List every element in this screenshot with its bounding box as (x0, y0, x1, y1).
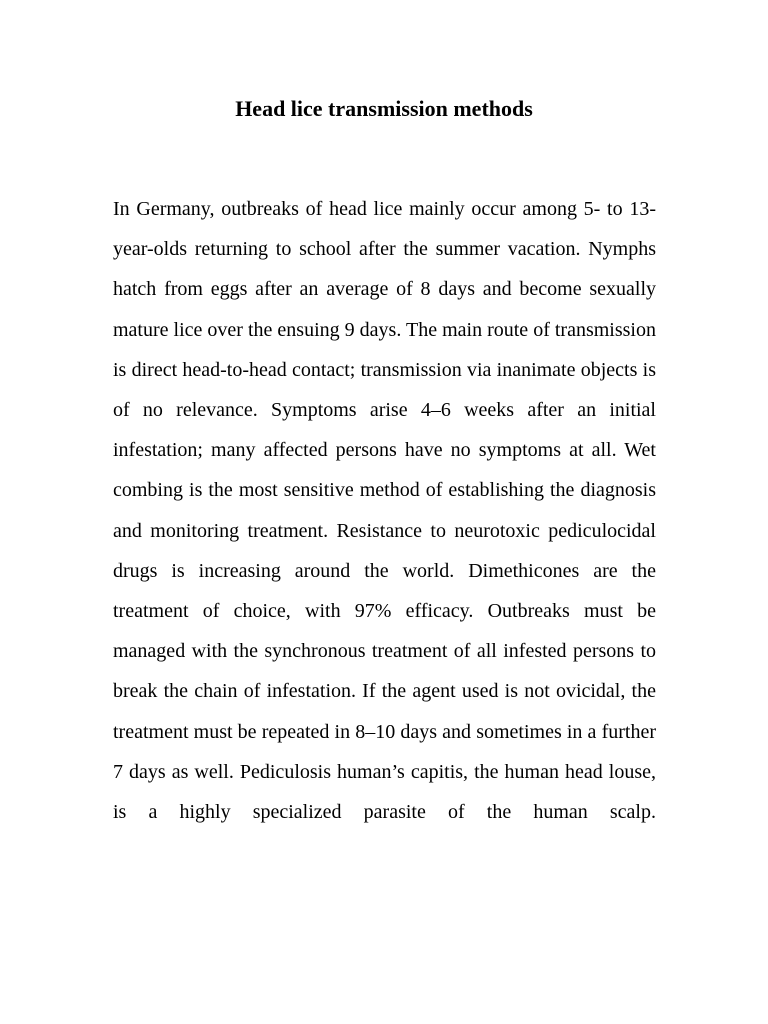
document-title: Head lice transmission methods (235, 96, 533, 121)
body-paragraph: In Germany, outbreaks of head lice mainly occur among 5- to 13-year-olds returning to school after the summer vacation. Nymphs hatch from eggs after an average of 8 days and become sexually mature lice over the ensuing 9 days. The main route of transmission is direct head-to-head contact; transmission via inanimate objects is of no relevance. Symptoms arise 4–6 weeks after an initial infestation; many affected persons have no symptoms at all. Wet combing is the most sensitive method of establishing the diagnosis and monitoring treatment. Resistance to neurotoxic pediculocidal drugs is increasing around the world. Dimethicones are the treatment of choice, with 97% efficacy. Outbreaks must be managed with the synchronous treatment of all infested persons to break the chain of infestation. If the agent used is not ovicidal, the treatment must be repeated in 8–10 days and sometimes in a further 7 days as well. Pediculosis human’s capitis, the human head louse, is a highly specialized parasite of the human scalp. (113, 198, 656, 824)
